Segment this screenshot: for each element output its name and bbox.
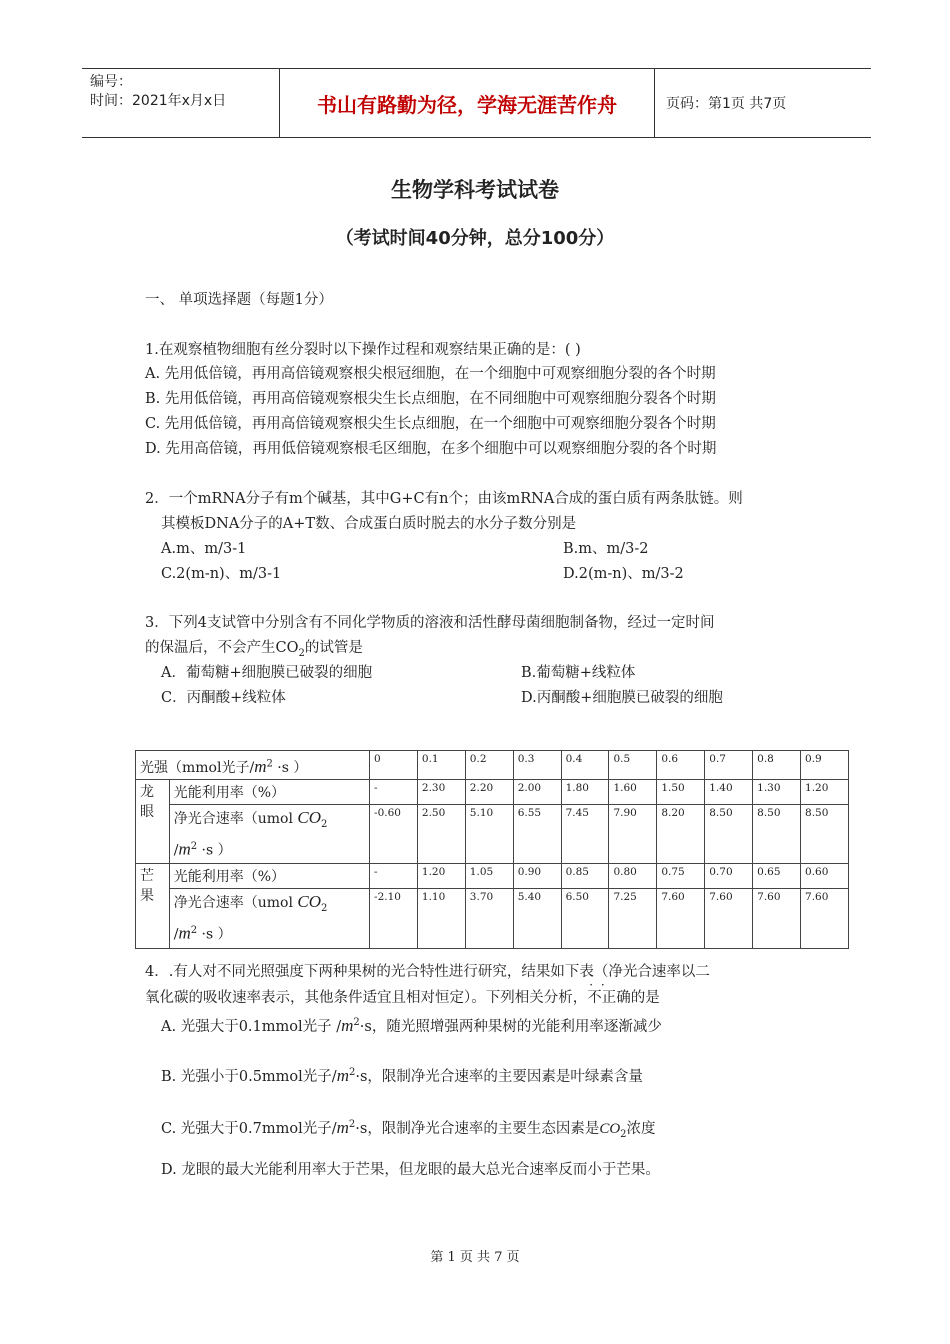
photosynthesis-table [135,750,849,949]
q3-stem-1: 3．下列4支试管中分别含有不同化学物质的溶液和活性酵母菌细胞制备物，经过一定时间 [145,615,715,631]
q3-option-b: B.葡萄糖+线粒体 [521,665,636,681]
table-cell: 8.50 [801,805,849,864]
table-cell: 0.60 [801,864,849,889]
table-cell: 7.45 [561,805,609,864]
q4-option-d: D. 龙眼的最大光能利用率大于芒果，但龙眼的最大总光合速率反而小于芒果。 [161,1162,660,1178]
q2-option-a: A.m、m/3-1 [161,541,247,557]
section-heading: 一、 单项选择题（每题1分） [145,292,333,308]
table-cell: 8.50 [753,805,801,864]
q4-option-b: B. 光强小于0.5mmol光子$/m^2\cdot s$，限制净光合速率的主要因素是叶绿素含量 [161,1066,643,1085]
table-cell: 1.20 [417,864,465,889]
table-cell: 7.90 [609,805,657,864]
light-value: 0.3 [513,751,561,780]
table-cell: 7.60 [753,889,801,948]
table-cell: 7.60 [705,889,753,948]
table-cell: 1.60 [609,780,657,805]
page-footer: 第 1 页 共 7 页 [430,1250,520,1265]
table-cell: - [370,864,418,889]
table-cell: 1.05 [465,864,513,889]
table-cell: 1.50 [657,780,705,805]
q1-stem: 1.在观察植物细胞有丝分裂时以下操作过程和观察结果正确的是：( ) [145,342,581,358]
time-label: 时间：2021年x月x日 [90,93,227,109]
q1-option-d: D. 先用高倍镜，再用低倍镜观察根毛区细胞，在多个细胞中可以观察细胞分裂的各个时期 [145,441,717,457]
table-cell: 1.40 [705,780,753,805]
q1-option-b: B. 先用低倍镜，再用高倍镜观察根尖生长点细胞，在不同细胞中可观察细胞分裂各个时期 [145,391,716,407]
table-row [136,864,849,889]
q3-stem-2: 的保温后，不会产生$CO_2$的试管是 [145,640,363,659]
light-label-cell: 光强（mmol光子$/m^2 \cdot s$ ） [136,751,370,780]
page-title: 生物学科考试试卷 [391,178,559,202]
eff-label: 光能利用率（%） [169,864,369,889]
light-value: 0.4 [561,751,609,780]
header-info [82,69,280,137]
table-cell: 0.85 [561,864,609,889]
table-cell: 0.80 [609,864,657,889]
table-row [136,805,849,864]
light-value: 0.2 [465,751,513,780]
table-cell: 1.30 [753,780,801,805]
table-cell: 7.60 [801,889,849,948]
light-value: 0.9 [801,751,849,780]
q4-option-a: A. 光强大于0.1mmol光子 $/m^2\cdot s$，随光照增强两种果树的光能利用率逐渐减少 [161,1016,662,1035]
table-cell: 1.20 [801,780,849,805]
table-header-row [136,751,849,780]
page-info: 页码：第1页 共7页 [666,96,787,112]
table-row [136,780,849,805]
table-cell: -0.60 [370,805,418,864]
page-subtitle: （考试时间40分钟，总分100分） [335,228,615,249]
light-value: 0.7 [705,751,753,780]
table-cell: 7.25 [609,889,657,948]
table-cell: 6.55 [513,805,561,864]
table-cell: 2.20 [465,780,513,805]
q3-option-a: A．葡萄糖+细胞膜已破裂的细胞 [161,665,373,681]
table-cell: 3.70 [465,889,513,948]
q1-option-c: C. 先用低倍镜，再用高倍镜观察根尖生长点细胞，在一个细胞中可观察细胞分裂各个时期 [145,416,716,432]
table-cell: - [370,780,418,805]
light-value: 0.6 [657,751,705,780]
table-cell: 0.70 [705,864,753,889]
table-row [136,889,849,948]
table-cell: 2.50 [417,805,465,864]
q3-option-d: D.丙酮酸+细胞膜已破裂的细胞 [521,690,723,706]
rate-label: 净光合速率（umol $CO_2$ $/m^2 \cdot s$ ） [169,805,369,864]
light-value: 0.1 [417,751,465,780]
table-cell: 1.10 [417,889,465,948]
table-cell: 6.50 [561,889,609,948]
table-cell: 0.90 [513,864,561,889]
table-cell: 7.60 [657,889,705,948]
table-cell: 5.40 [513,889,561,948]
header-table [82,68,871,138]
rate-label: 净光合速率（umol $CO_2$ $/m^2 \cdot s$ ） [169,889,369,948]
q3-option-c: C．丙酮酸+线粒体 [161,690,286,706]
q4-stem-2: 氧化碳的吸收速率表示，其他条件适宜且相对恒定）。下列相关分析，· · 不正确的是 [145,986,660,1007]
q2-stem-1: 2．一个mRNA分子有m个碱基，其中G+C有n个；由该mRNA合成的蛋白质有两条肽链。则 [145,491,743,507]
q2-option-c: C.2(m-n)、m/3-1 [161,566,282,582]
table-cell: 8.50 [705,805,753,864]
q1-option-a: A. 先用低倍镜，再用高倍镜观察根尖根冠细胞，在一个细胞中可观察细胞分裂的各个时期 [145,366,716,382]
eff-label: 光能利用率（%） [169,780,369,805]
mango-label: 芒果 [136,864,170,948]
table-cell: 1.80 [561,780,609,805]
table-cell: 2.30 [417,780,465,805]
q2-option-b: B.m、m/3-2 [563,541,649,557]
q2-stem-2: 其模板DNA分子的A+T数、合成蛋白质时脱去的水分子数分别是 [161,516,577,532]
table-cell: -2.10 [370,889,418,948]
light-value: 0.8 [753,751,801,780]
motto: 书山有路勤为径，学海无涯苦作舟 [280,69,655,137]
table-cell: 2.00 [513,780,561,805]
q2-option-d: D.2(m-n)、m/3-2 [563,566,684,582]
light-value: 0 [370,751,418,780]
number-label: 编号： [90,74,132,90]
longan-label: 龙眼 [136,780,170,864]
table-cell: 5.10 [465,805,513,864]
q4-stem-1: 4．.有人对不同光照强度下两种果树的光合特性进行研究，结果如下表（净光合速率以二 [145,964,710,980]
table-cell: 0.75 [657,864,705,889]
table-cell: 8.20 [657,805,705,864]
light-value: 0.5 [609,751,657,780]
q4-option-c: C. 光强大于0.7mmol光子$/m^2\cdot s$，限制净光合速率的主要生态因素是$CO_2$浓度 [161,1118,656,1140]
table-cell: 0.65 [753,864,801,889]
